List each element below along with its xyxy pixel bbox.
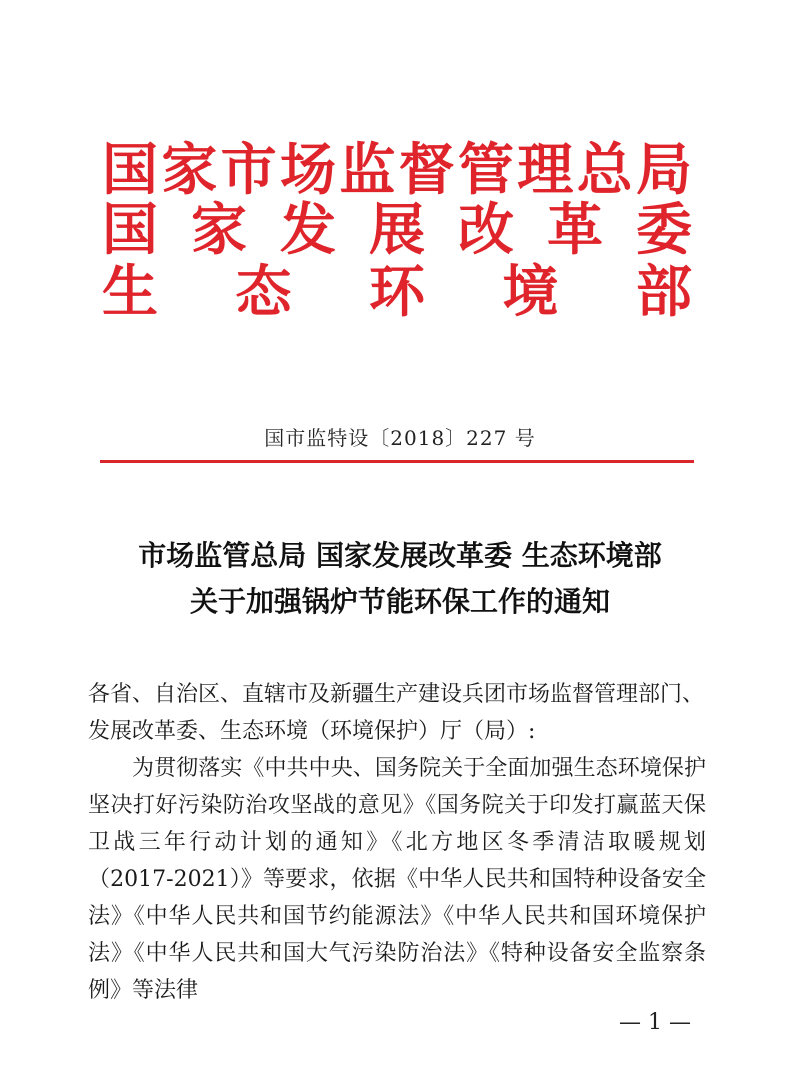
issuer-char: 部 — [636, 259, 692, 325]
issuer-char: 委 — [636, 197, 692, 263]
issuer-line-development-reform — [102, 197, 692, 263]
issuer-char: 展 — [369, 197, 425, 263]
issuer-char: 总 — [576, 137, 633, 203]
issuer-char: 发 — [280, 197, 336, 263]
issuer-char: 局 — [635, 137, 692, 203]
issuer-char: 革 — [547, 197, 603, 263]
issuer-line-ecology-environment — [102, 259, 692, 325]
issuer-char: 国 — [102, 137, 158, 203]
body-paragraph: 为贯彻落实《中共中央、国务院关于全面加强生态环境保护坚决打好污染防治攻坚战的意见》《国务院关于印发打赢蓝天保卫战三年行动计划的通知》《北方地区冬季清洁取暖规划（2017-2021）》等要求，依据《中华人民共和国特种设备安全法》《中华人民共和国节约能源法》《中华人民共和国环境保护法》《中华人民共和国大气污染防治法》《特种设备安全监察条例》等法律 — [88, 756, 706, 1003]
issuer-char: 家 — [161, 137, 218, 203]
issuer-char: 国 — [102, 197, 158, 263]
issuer-char: 态 — [235, 259, 292, 325]
issuer-char: 境 — [502, 259, 559, 325]
notice-title-line1: 市场监管总局 国家发展改革委 生态环境部 — [138, 539, 662, 572]
issuer-line-market-regulation — [102, 137, 692, 203]
red-divider-line — [100, 460, 694, 463]
issuer-char: 市 — [220, 137, 277, 203]
issuer-char: 环 — [369, 259, 425, 325]
issuer-char: 理 — [517, 137, 574, 203]
issuer-char: 家 — [191, 197, 247, 263]
issuer-char: 改 — [458, 197, 514, 263]
issuer-char: 监 — [339, 137, 396, 203]
document-number: 国市监特设〔2018〕227 号 — [264, 426, 536, 450]
issuer-char: 场 — [279, 137, 336, 203]
page-number: — 1 — — [619, 1010, 691, 1035]
issuer-char: 生 — [102, 259, 158, 325]
notice-title-line2: 关于加强锅炉节能环保工作的通知 — [189, 585, 610, 618]
addressee-paragraph: 各省、自治区、直辖市及新疆生产建设兵团市场监督管理部门、发展改革委、生态环境（环境保护）厅（局）: — [88, 682, 705, 744]
issuer-char: 督 — [398, 137, 455, 203]
issuer-char: 管 — [457, 137, 514, 203]
